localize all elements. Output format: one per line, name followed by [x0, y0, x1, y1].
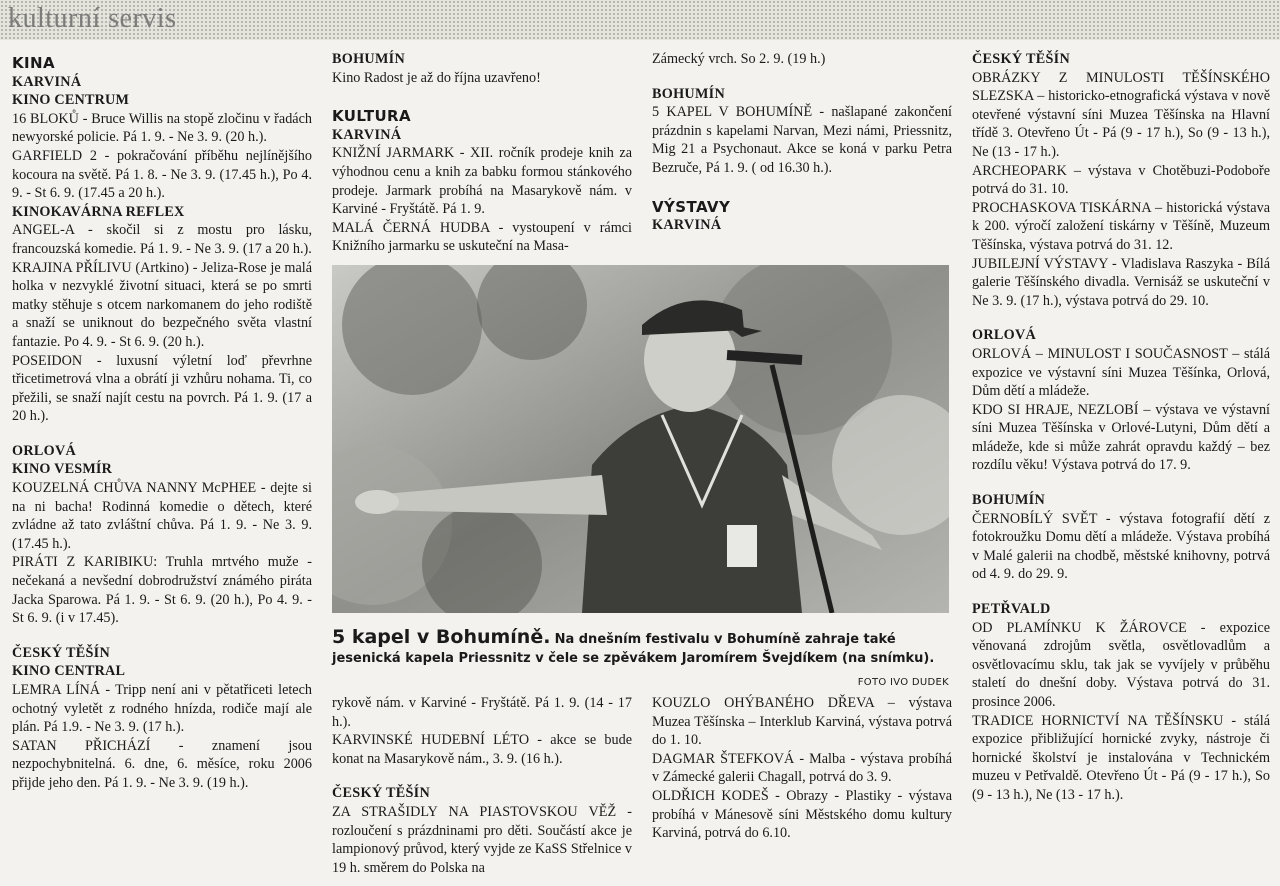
listing-entry: rykově nám. v Karviné - Fryštátě. Pá 1. 9. (14 - 17 h.). — [332, 695, 632, 730]
city-heading-cesky-tesin: ČESKÝ TĚŠÍN — [972, 51, 1071, 67]
city-heading-bohumin: BOHUMÍN — [332, 51, 406, 67]
listing-entry: ZA STRAŠIDLY NA PIASTOVSKOU VĚŽ - rozloučení s prázdninami pro děti. Součástí akce je lampionový průvod, který vyjde ze KaSS Střelnice v 19 h. směrem do Polska na — [332, 803, 632, 876]
city-heading-karvina: KARVINÁ — [652, 217, 722, 234]
venue-heading-kino-centrum: KINO CENTRUM — [12, 92, 130, 109]
city-heading-bohumin: BOHUMÍN — [972, 492, 1046, 509]
section-heading-vystavy: VÝSTAVY — [652, 197, 731, 216]
listing-entry: KOUZLO OHÝBANÉHO DŘEVA – výstava Muzea Těšínska – Interklub Karviná, výstava potrvá do 1. 10. — [652, 695, 952, 749]
city-heading-petrvald: PETŘVALD — [972, 601, 1051, 618]
city-heading-orlova: ORLOVÁ — [972, 327, 1037, 344]
listing-entry: 5 KAPEL V BOHUMÍNĚ - našlapané zakončení prázdnin s kapelami Narvan, Mezi námi, Priessnitz, Mig 21 a Psychonaut. Akce se koná v parku Petra Bezruče, Pá 1. 9. ( od 16.30 h.). — [652, 104, 952, 176]
listing-entry: JUBILEJNÍ VÝSTAVY - Vladislava Raszyka - Bílá galerie Těšínského divadla. Vernisáž se uskuteční v Ne 3. 9. (17 h.), výstava potrvá do 29. 10. — [972, 255, 1270, 309]
listing-entry: GARFIELD 2 - pokračování příběhu nejlínějšího kocoura na světě. Pá 1. 8. - Ne 3. 9. (17.45 h.), Po 4. 9. - St 6. 9. (17.45 a 20 h.). — [12, 147, 312, 202]
column-culture-top-right — [652, 50, 952, 262]
listing-entry: LEMRA LÍNÁ - Tripp není ani v pětatřiceti letech ochotný vyletět z rodného hnízda, rodiče mají ale plán. Pá 1.9. - Ne 3. 9. (17 h.). — [12, 682, 312, 736]
column-exhibitions-bottom — [652, 694, 952, 886]
section-heading-kultura: KULTURA — [332, 107, 411, 126]
venue-heading-kinokavarna-reflex: KINOKAVÁRNA REFLEX — [12, 203, 185, 220]
city-heading-orlova: ORLOVÁ — [12, 442, 77, 459]
venue-heading-kino-central: KINO CENTRAL — [12, 663, 126, 680]
listing-entry: ANGEL-A - skočil si z mostu pro lásku, francouzská komedie. Pá 1. 9. - Ne 3. 9. (17 a 20 h.). — [12, 222, 312, 257]
section-banner — [0, 0, 1280, 40]
section-heading-kina: KINA — [12, 54, 55, 72]
section-title: kulturní servis — [8, 3, 177, 34]
listing-entry: Kino Radost je až do října uzavřeno! — [332, 69, 541, 86]
column-exhibitions — [972, 50, 1270, 886]
city-heading-cesky-tesin: ČESKÝ TĚŠÍN — [12, 644, 111, 661]
listing-entry: KNIŽNÍ JARMARK - XII. ročník prodeje knih za výhodnou cenu a knih za babku formou stánkového prodeje. Jarmark probíhá na Masarykově nám. v Karviné - Fryštátě. Pá 1. 9. — [332, 145, 632, 218]
city-heading-karvina: KARVINÁ — [332, 126, 402, 143]
listing-entry: POSEIDON - luxusní výletní loď převrhne třicetimetrová vlna a obrátí ji vzhůru nohama. Ti, co přežili, se snaží najít cestu na povrch. Pá 1. 9. (17 a 20 h.). — [12, 352, 312, 425]
listing-entry: ARCHEOPARK – výstava v Chotěbuzi-Podoboře potrvá do 31. 10. — [972, 162, 1270, 198]
listing-entry: OD PLAMÍNKU K ŽÁROVCE - expozice věnovaná zdrojům světla, osvětlovadlům a osvětlovacímu sklu, tak jak se vyvíjely v průběhu staletí do dnešní doby. Výstava potrvá do 31. prosince 2006. — [972, 619, 1270, 710]
photo-caption — [332, 628, 949, 692]
venue-heading-kino-vesmir: KINO VESMÍR — [12, 461, 113, 478]
listing-entry: PROCHASKOVA TISKÁRNA – historická výstava k 200. výročí založení tiskárny v Těšíně, Muzeum Těšínska, výstava potrvá do 31. 12. — [972, 199, 1270, 253]
listing-entry: KDO SI HRAJE, NEZLOBÍ – výstava ve výstavní síni Muzea Těšínska v Orlové-Lutyni, Dům dětí a mládeže, kde si může zahrát opravdu každý – bez rozdílu věku! Výstava potrvá do 17. 9. — [972, 401, 1270, 474]
caption-headline: 5 kapel v Bohumíně. — [332, 626, 551, 648]
city-heading-cesky-tesin: ČESKÝ TĚŠÍN — [332, 785, 431, 802]
listing-entry: TRADICE HORNICTVÍ NA TĚŠÍNSKU - stálá expozice přibližující hornické zvyky, nástroje či hornické školství je instalována v Technickém muzeu v Petřvaldě. Otevřeno Út - Pá (9 - 17 h.), So (9 - 13 h.), Ne (13 - 17 h.). — [972, 712, 1270, 803]
caption-text: Na dnešním festivalu v Bohumíně zahraje také jesenická kapela Priessnitz v čele se zpěvákem Jaromírem Švejdíkem (na snímku). — [332, 632, 935, 666]
listing-entry: SATAN PŘICHÁZÍ - znamení jsou nezpochybnitelná. 6. dne, 6. měsíce, roku 2006 přijde jeho den. Pá 1. 9. - Ne 3. 9. (19 h.). — [12, 737, 312, 791]
listing-entry: DAGMAR ŠTEFKOVÁ - Malba - výstava probíhá v Zámecké galerii Chagall, potrvá do 3. 9. — [652, 750, 952, 786]
listing-entry: ČERNOBÍLÝ SVĚT - výstava fotografií dětí z fotokroužku Domu dětí a mládeže. Výstava probíhá v Malé galerii na chodbě, městské knihovny, potrvá od 4. 9. do 29. 9. — [972, 510, 1270, 583]
column-culture-top — [332, 50, 632, 262]
listing-entry: KOUZELNÁ CHŮVA NANNY McPHEE - dejte si na ni bacha! Rodinná komedie o dětech, které zvládne až tato zvláštní chůva. Pá 1. 9. - Ne 3. 9. (17.45 h.). — [12, 480, 312, 552]
listing-entry: OLDŘICH KODEŠ - Obrazy - Plastiky - výstava probíhá v Mánesově síni Městského domu kultury Karviná, potrvá do 6.10. — [652, 787, 952, 842]
city-heading-bohumin: BOHUMÍN — [652, 85, 726, 102]
city-heading-karvina: KARVINÁ — [12, 73, 82, 90]
photo-credit: FOTO IVO DUDEK — [857, 677, 949, 688]
singer-photo — [332, 265, 949, 613]
listing-entry: KARVINSKÉ HUDEBNÍ LÉTO - akce se bude konat na Masarykově nám., 3. 9. (16 h.). — [332, 732, 632, 767]
listing-entry: KRAJINA PŘÍLIVU (Artkino) - Jeliza-Rose je malá holka v nezvyklé životní situaci, která se po smrti matky stěhuje s otcem narkomanem do jeho rodiště a snaží se uniknout do bezpečného světa vlastní fantazie. Po 4. 9. - St 6. 9. (20 h.). — [12, 259, 312, 350]
listing-entry: OBRÁZKY Z MINULOSTI TĚŠÍNSKÉHO SLEZSKA – historicko-etnografická výstava v nově otevřené výstavní síni Muzea Těšínska na Hlavní třídě 3. Otevřeno Út - Pá (9 - 17 h.), So (9 - 13 h.), Ne (13 - 17 h.). — [972, 69, 1270, 160]
listing-entry: PIRÁTI Z KARIBIKU: Truhla mrtvého muže - nečekaná a nevšední dobrodružství známého piráta Jacka Sparowa. Pá 1. 9. - St 6. 9. (20 h.), Po 4. 9. - St 6. 9. (i v 17.45). — [12, 554, 312, 627]
column-cinemas — [12, 50, 312, 886]
listing-entry: ORLOVÁ – MINULOST I SOUČASNOST – stálá expozice ve výstavní síni Muzea Těšínka, Orlová, Dům dětí a mládeže. — [972, 345, 1270, 400]
listing-entry: 16 BLOKŮ - Bruce Willis na stopě zločinu v řadách newyorské policie. Pá 1. 9. - Ne 3. 9. (20 h.). — [12, 110, 312, 146]
column-culture-bottom — [332, 694, 632, 886]
listing-entry: Zámecký vrch. So 2. 9. (19 h.) — [652, 51, 826, 67]
listing-entry: MALÁ ČERNÁ HUDBA - vystoupení v rámci Knižního jarmarku se uskuteční na Masa- — [332, 219, 632, 255]
